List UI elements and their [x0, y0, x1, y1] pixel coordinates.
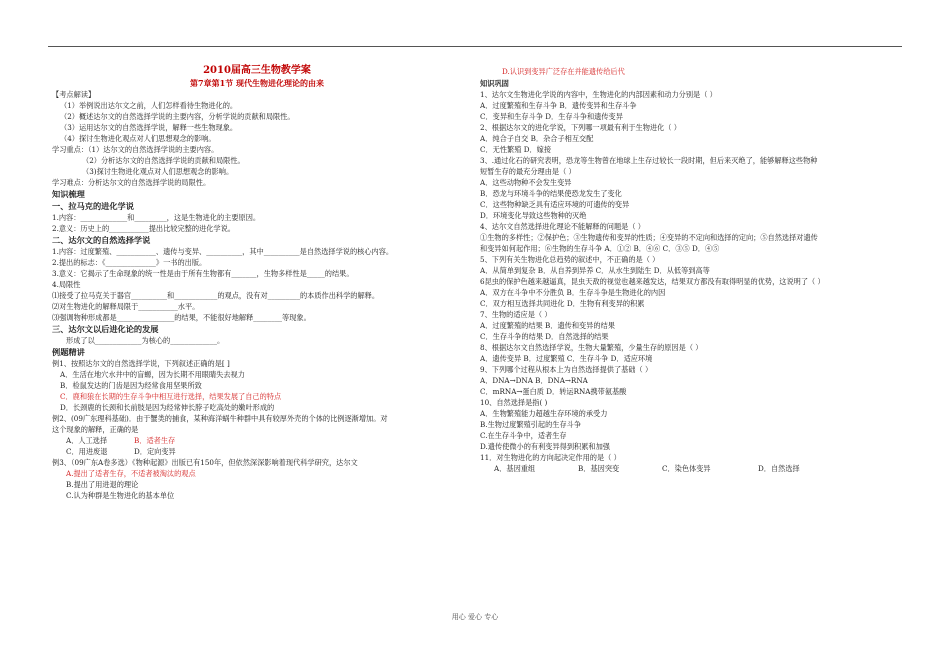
- shuli-heading: 知识梳理: [52, 189, 85, 199]
- kaodian-item: （4）探讨生物进化观点对人们思想观念的影响。: [60, 134, 216, 143]
- example1-option: A．生活在地穴水井中的盲螈，因为长期不用眼睛失去视力: [60, 370, 245, 379]
- zhongdian-item: 学习重点：（1）达尔文的自然选择学说的主要内容。: [52, 145, 219, 154]
- example2-option: D．定向变异: [134, 447, 176, 456]
- section2-item: 2.提出的标志：《______________》一书的出版。: [52, 258, 207, 267]
- example3-option: C.认为种群是生物进化的基本单位: [66, 491, 175, 500]
- section2-item: ⑵对生物进化的解释局限于___________水平。: [52, 302, 200, 311]
- lijing-heading: 例题精讲: [52, 347, 85, 357]
- q11-option: B．基因突变: [578, 464, 620, 473]
- section3-heading: 三、达尔文以后进化论的发展: [52, 324, 159, 334]
- section2-heading: 二、达尔文的自然选择学说: [52, 235, 151, 245]
- section2-item: ⑶强调物种形成都是________________的结果，不能很好地解释________等现象。: [52, 313, 311, 322]
- left-column: [52, 62, 462, 501]
- q11-option: C．染色体变异: [662, 464, 711, 473]
- example2-option: A．人工选择: [66, 436, 108, 445]
- example1-option: B．检鼠发达的门齿是因为经常食用坚果所致: [60, 381, 202, 390]
- kaodian-item: （3）运用达尔文的自然选择学说，解释一些生物现象。: [60, 123, 238, 132]
- section2-item: 3.意义：它揭示了生命现象的统一性是由于所有生物都有_______，生物多样性是_____的结果。: [52, 269, 354, 278]
- gonggu-line: 7、生物的适应是（ ）: [480, 310, 552, 319]
- right-column: [480, 62, 900, 474]
- section2-item: 1.内容：过度繁殖、___________、遗传与变异、__________，其中__________是自然选择学说的核心内容。: [52, 247, 394, 256]
- gonggu-line: C．无性繁殖 D．嫁接: [480, 145, 552, 154]
- gonggu-line: ①生物的多样性；②保护色；③生物遗传和变异的性质；④变异的不定向和选择的定向；⑤自然选择对遗传: [480, 233, 818, 242]
- gonggu-line: C．mRNA→蛋白质 D．转运RNA携带氨基酸: [480, 387, 627, 396]
- section2-item: 4.局限性: [52, 280, 81, 289]
- gonggu-line: 和变异如何起作用；⑥生物的生存斗争 A．①② B．④⑥ C．③⑤ D．④⑤: [480, 244, 720, 253]
- gonggu-line: C．生存斗争的结果 D．自然选择的结果: [480, 332, 609, 341]
- gonggu-line: 5、下列有关生物进化总趋势的叙述中，不正确的是（ ）: [480, 255, 660, 264]
- section2-item: ⑴接受了拉马克关于器官__________和____________的观点，没有对_________的本质作出科学的解释。: [52, 291, 380, 300]
- nandian: 学习难点：分析达尔文的自然选择学说的局限性。: [52, 178, 211, 187]
- example1-option: D．长颈鹿的长颈和长前肢是因为经常伸长脖子吃高处的嫩叶形成的: [60, 403, 275, 412]
- document-title: 2010届高三生物教学案: [203, 65, 311, 76]
- gonggu-line: 4、达尔文自然选择进化理论不能解释的问题是（ ）: [480, 222, 645, 231]
- page-footer: 用心 爱心 专心: [451, 613, 499, 621]
- gonggu-line: A．纯合子自交 B．杂合子相互交配: [480, 134, 594, 143]
- section1-item: 2.意义：历史上的___________提出比较完整的进化学说。: [52, 224, 235, 233]
- gonggu-line: A．生物繁殖能力超越生存环境的承受力: [480, 409, 608, 418]
- gonggu-line: A．双方在斗争中不分胜负 B．生存斗争是生物进化的内因: [480, 288, 666, 297]
- gonggu-line: 11．对生物进化的方向起决定作用的是（ ）: [480, 453, 621, 462]
- section1-heading: 一、拉马克的进化学说: [52, 201, 134, 211]
- gonggu-line: 3、.通过化石的研究表明，恐龙等生物曾在地球上生存过较长一段时期，但后来灭绝了，能够解释这些物种: [480, 156, 818, 165]
- gonggu-line: 1、达尔文生物进化学说的内容中，生物进化的内部因素和动力分别是（ ）: [480, 90, 717, 99]
- header-rule: [48, 46, 902, 47]
- gonggu-line: A．过度繁殖的结果 B．遗传和变异的结果: [480, 321, 615, 330]
- gonggu-line: 9、下列哪个过程从根本上为自然选择提供了基础（ ）: [480, 365, 653, 374]
- example2-question-cont: 这个现象的解释，正确的是: [52, 425, 139, 434]
- example3-question: 例3、（09广东A卷多选）《物种起源》出版已有150年，但依然深深影响着现代科学研究，达尔文: [52, 458, 358, 467]
- example1-question: 例1、按照达尔文的自然选择学说，下列叙述正确的是[ ]: [52, 359, 230, 368]
- gonggu-line: B.生物过度繁殖引起的生存斗争: [480, 420, 582, 429]
- gonggu-line: C．双方相互选择共同进化 D．生物有利变异的积累: [480, 299, 645, 308]
- gonggu-line: C.在生存斗争中，适者生存: [480, 431, 567, 440]
- example3-option: B.提出了用进退的理论: [66, 480, 139, 489]
- gonggu-line: C．这些物种缺乏具有适应环境的可遗传的变异: [480, 200, 630, 209]
- q11-option: A．基因重组: [494, 464, 536, 473]
- example2-options-row: [52, 446, 462, 457]
- example3-option-d: D.认识到变异广泛存在并能遗传给后代: [502, 67, 625, 76]
- example2-option: C．用进废退: [66, 447, 108, 456]
- example2-question: 例2、(09广东理科基础)．由于蟹类的捕食，某种海洋蜗牛种群中具有较厚外壳的个体的比例逐渐增加。对: [52, 414, 388, 423]
- example2-answer: B．适者生存: [134, 436, 176, 445]
- zhongdian-item: （3)探讨生物进化观点对人们思想观念的影响。: [82, 167, 234, 176]
- section3-item: 形成了以_____________为核心的_____________。: [66, 336, 225, 345]
- gonggu-line: 8、根据达尔文自然选择学说，生物大量繁殖，少量生存的原因是（ ）: [480, 343, 703, 352]
- gonggu-line: B．恐龙与环境斗争的结果使恐龙发生了变化: [480, 189, 622, 198]
- gonggu-line: 6昆虫的保护色越来越逼真，昆虫天敌的视觉也越来越发达，结果双方都没有取得明显的优势，这说明了（ ）: [480, 277, 825, 286]
- gonggu-line: A．这些动物种不会发生变异: [480, 178, 572, 187]
- kaodian-item: （2）概述达尔文的自然选择学说的主要内容，分析学说的贡献和局限性。: [60, 112, 295, 121]
- gonggu-line: 2、根据达尔文的进化学说，下列哪一项最有利于生物进化（ ）: [480, 123, 681, 132]
- example3-answer: A.提出了适者生存，不适者被淘汰的观点: [66, 469, 196, 478]
- zhongdian-item: （2）分析达尔文的自然选择学说的贡献和局限性。: [82, 156, 245, 165]
- kaodian-heading: 【考点解读】: [52, 90, 96, 99]
- gonggu-line: 短暂生存的最充分理由是（ ）: [480, 167, 576, 176]
- gonggu-heading: 知识巩固: [480, 79, 509, 88]
- q11-option: D．自然选择: [758, 464, 800, 473]
- gonggu-list: [480, 89, 900, 463]
- gonggu-line: A．从简单到复杂 B．从自养到异养 C．从水生到陆生 D．从低等到高等: [480, 266, 710, 275]
- gonggu-line: 10、自然选择是指( ): [480, 398, 548, 407]
- gonggu-line: A．遗传变异 B．过度繁殖 C．生存斗争 D．适应环境: [480, 354, 653, 363]
- example1-answer: C．鹿和狼在长期的生存斗争中相互进行选择，结果发展了自己的特点: [60, 392, 282, 401]
- chapter-subtitle: 第7章第1节 现代生物进化理论的由来: [190, 78, 324, 88]
- gonggu-line: A．过度繁殖和生存斗争 B．遗传变异和生存斗争: [480, 101, 637, 110]
- section1-item: 1.内容：_____________和_________，这是生物进化的主要原因。: [52, 213, 261, 222]
- gonggu-line: D.遗传使微小的有利变异得到积累和加强: [480, 442, 610, 451]
- gonggu-line: C．变异和生存斗争 D．生存斗争和遗传变异: [480, 112, 623, 121]
- example2-options-row: [52, 435, 462, 446]
- question11-options: [480, 463, 900, 474]
- gonggu-line: D．环境变化导致这些物种的灭绝: [480, 211, 587, 220]
- kaodian-item: （1）举例说出达尔文之前，人们怎样看待生物进化的。: [60, 101, 238, 110]
- gonggu-line: A．DNA→DNA B．DNA→RNA: [480, 376, 588, 385]
